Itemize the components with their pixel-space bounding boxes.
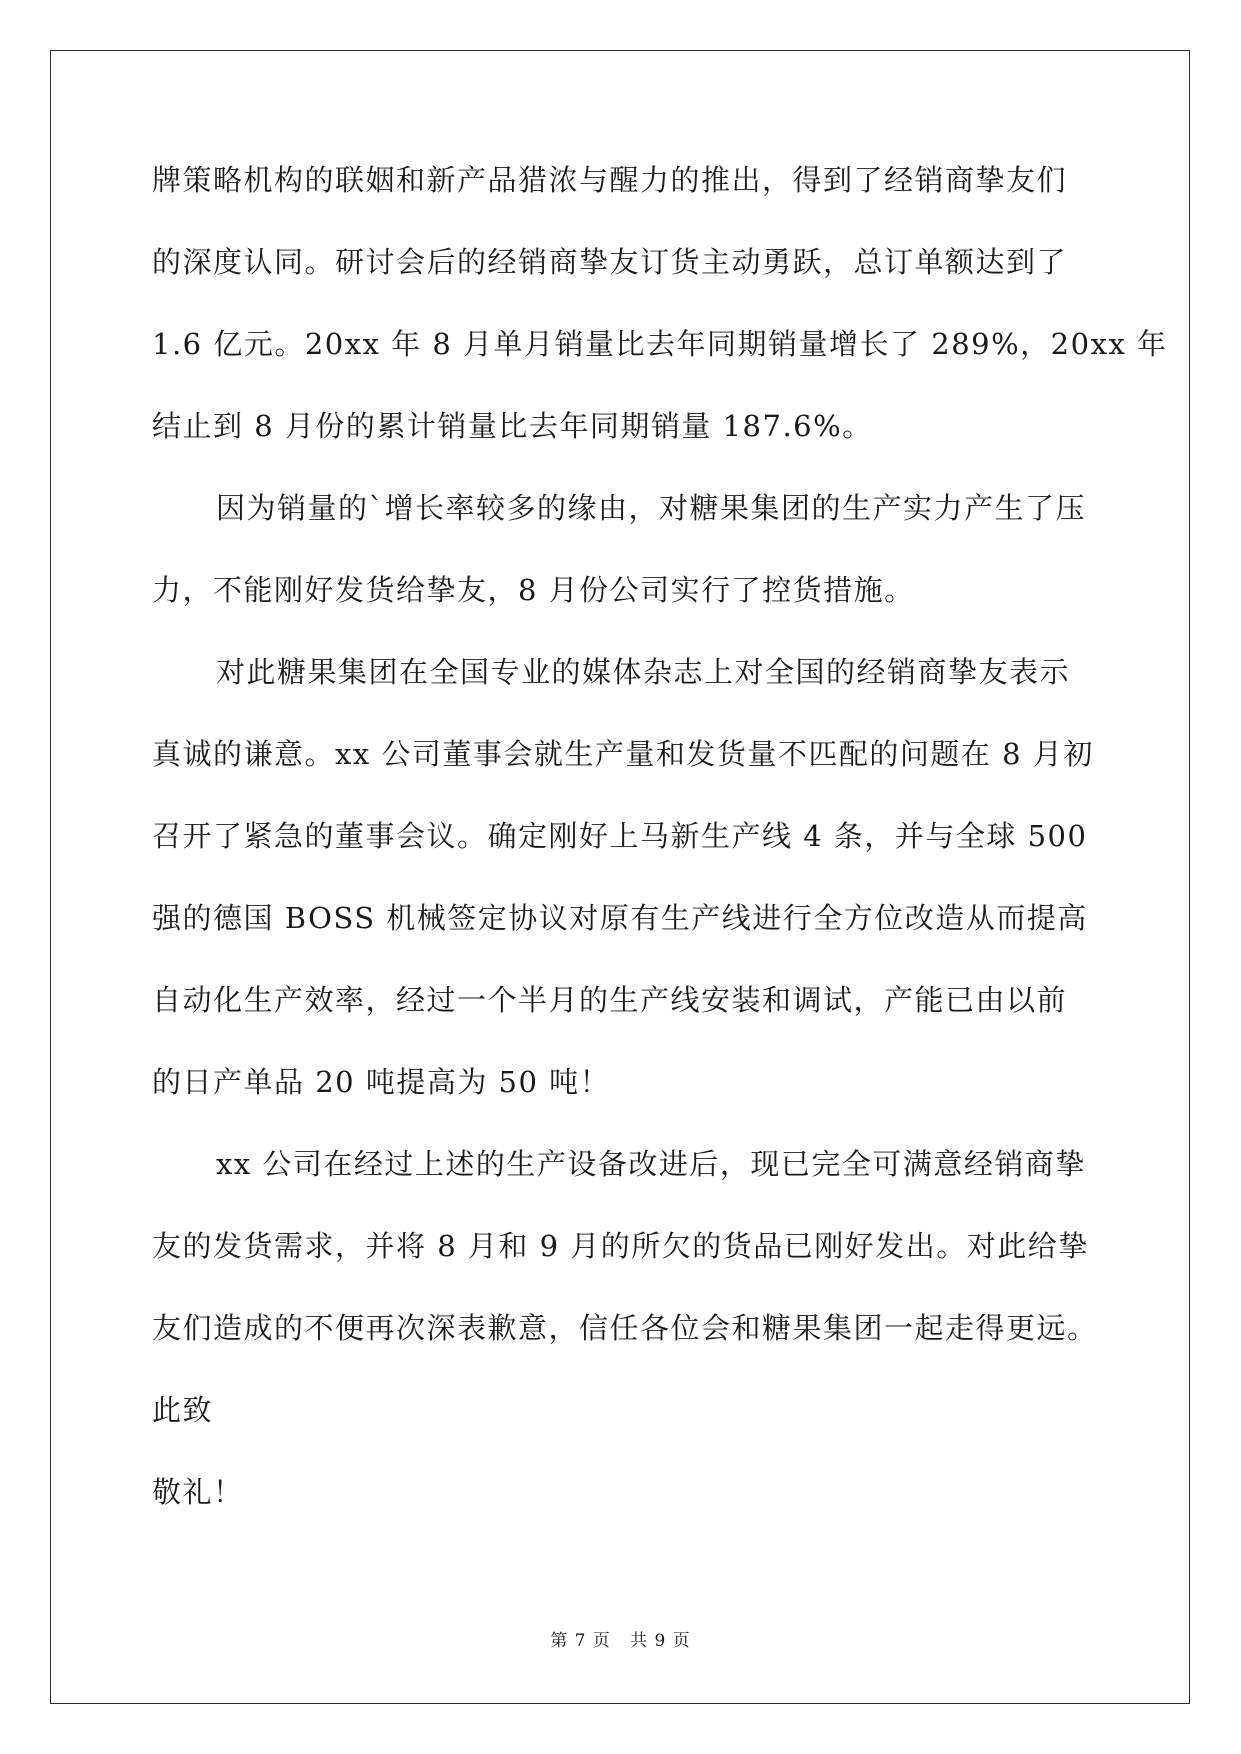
text-line: 力，不能刚好发货给挚友，8 月份公司实行了控货措施。 [152, 573, 915, 607]
text-line: 的深度认同。研讨会后的经销商挚友订货主动勇跃，总订单额达到了 [152, 245, 1068, 279]
text-line: 的日产单品 20 吨提高为 50 吨！ [152, 1065, 611, 1099]
text-line: 召开了紧急的董事会议。确定刚好上马新生产线 4 条，并与全球 500 [152, 819, 1088, 853]
salutation-line: 敬礼！ [152, 1475, 244, 1509]
paragraph-start-line: 因为销量的`增长率较多的缘由，对糖果集团的生产实力产生了压 [216, 491, 1087, 525]
paragraph-start-line: 对此糖果集团在全国专业的媒体杂志上对全国的经销商挚友表示 [216, 655, 1071, 689]
text-line: 1.6 亿元。20xx 年 8 月单月销量比去年同期销量增长了 289%，20xx 年 [152, 327, 1168, 361]
text-line: 牌策略机构的联姻和新产品猎浓与醒力的推出，得到了经销商挚友们 [152, 163, 1068, 197]
text-line: 自动化生产效率，经过一个半月的生产线安装和调试，产能已由以前 [152, 983, 1068, 1017]
text-line: 真诚的谦意。xx 公司董事会就生产量和发货量不匹配的问题在 8 月初 [152, 737, 1094, 771]
text-line: 强的德国 BOSS 机械签定协议对原有生产线进行全方位改造从而提高 [152, 901, 1088, 935]
text-line: 友们造成的不便再次深表歉意，信任各位会和糖果集团一起走得更远。 [152, 1311, 1098, 1345]
paragraph-start-line: xx 公司在经过上述的生产设备改进后，现已完全可满意经销商挚 [216, 1147, 1086, 1181]
document-body [152, 160, 1168, 1554]
page-number: 第 7 页 共 9 页 [550, 1631, 691, 1651]
text-line: 友的发货需求，并将 8 月和 9 月的所欠的货品已刚好发出。对此给挚 [152, 1229, 1089, 1263]
text-line: 结止到 8 月份的累计销量比去年同期销量 187.6%。 [152, 409, 873, 443]
closing-line: 此致 [152, 1393, 214, 1427]
